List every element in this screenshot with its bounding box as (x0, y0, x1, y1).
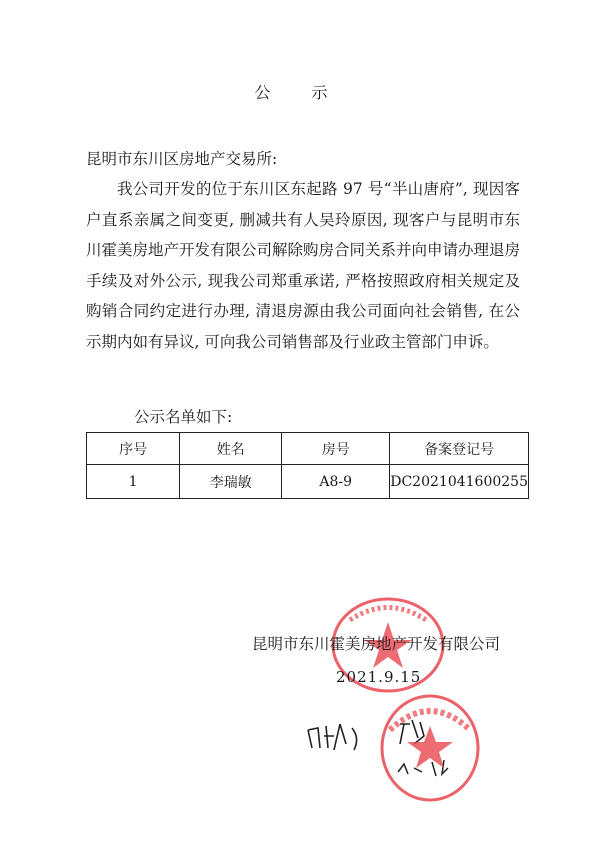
cell-registration: DC2021041600255 (390, 465, 529, 499)
cell-index: 1 (87, 465, 180, 499)
addressee: 昆明市东川区房地产交易所: (86, 150, 278, 168)
list-intro: 公示名单如下: (134, 408, 233, 426)
header-cell: 备案登记号 (390, 433, 529, 465)
cell-room: A8-9 (282, 465, 390, 499)
table-row (87, 465, 529, 499)
header-cell: 姓名 (180, 433, 282, 465)
name-list-table (86, 432, 529, 499)
company-signature: 昆明市东川霍美房地产开发有限公司 (252, 635, 501, 653)
header-cell: 房号 (282, 433, 390, 465)
table-header-row (87, 433, 529, 465)
header-cell: 序号 (87, 433, 180, 465)
cell-name: 李瑞敏 (180, 465, 282, 499)
document-title: 公 示 (254, 83, 346, 102)
body-paragraph: 我公司开发的位于东川区东起路 97 号“半山唐府”, 现因客户直系亲属之间变更, 删减共有人吴玲原因, 现客户与昆明市东川霍美房地产开发有限公司解除购房合同关系并向申请办理退房手续及对外公示, 现我公司郑重承诺, 严格按照政府相关规定及购销合同约定进行办理, 清退房源由我公司面向社会销售, 在公示期内如有异议, 可向我公司销售部及行业政主管部门申诉。 (86, 180, 521, 351)
office-seal (370, 690, 480, 810)
signature-date: 2021.9.15 (336, 668, 422, 686)
